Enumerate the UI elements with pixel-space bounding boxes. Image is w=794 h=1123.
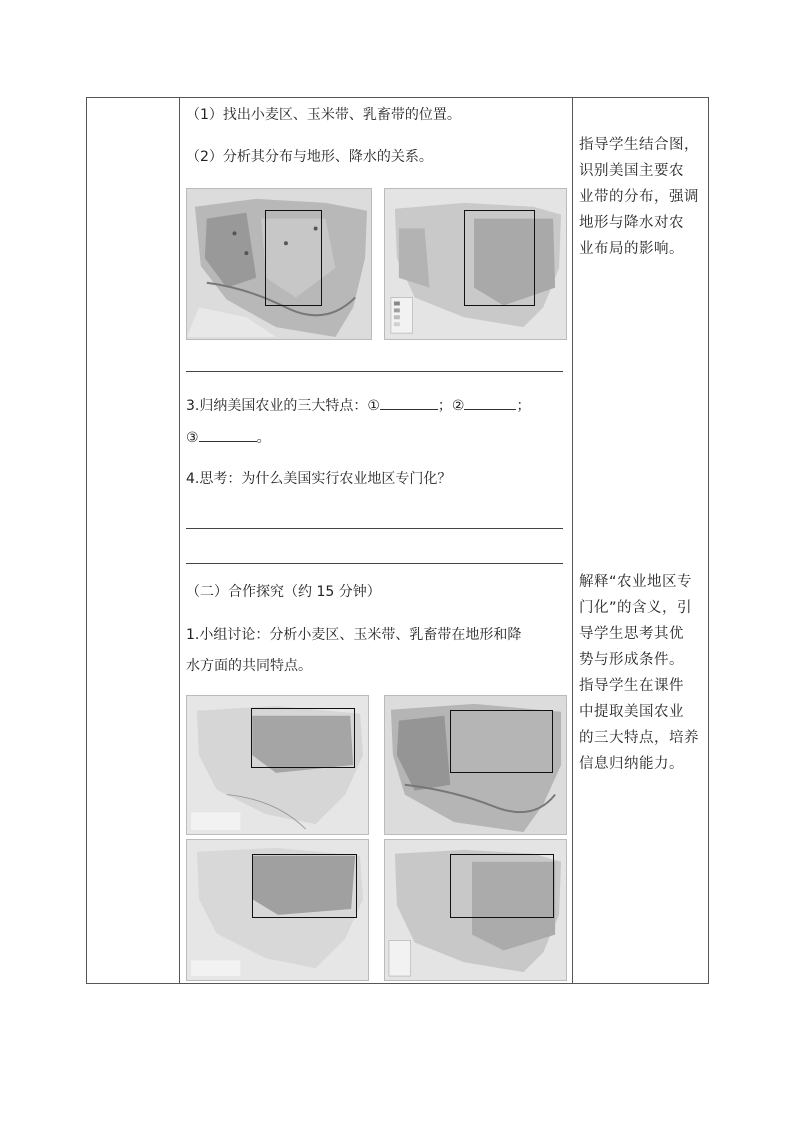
map-precipitation-2 <box>384 839 567 981</box>
note-line: 业带的分布，强调 <box>579 189 699 205</box>
focus-rectangle <box>464 210 535 306</box>
question-3-prefix: 3.归纳美国农业的三大特点：① <box>186 398 380 414</box>
answer-line <box>186 563 563 564</box>
note-line: 识别美国主要农 <box>579 163 684 179</box>
blank-3[interactable] <box>199 427 257 442</box>
note-line: 势与形成条件。 <box>579 652 684 668</box>
activity-column <box>180 98 573 983</box>
note-line: 信息归纳能力。 <box>579 756 684 772</box>
question-3 <box>186 395 530 416</box>
question-2: （2）分析其分布与地形、降水的关系。 <box>186 149 433 165</box>
question-4: 4.思考：为什么美国实行农业地区专门化？ <box>186 471 452 487</box>
blank-2[interactable] <box>464 395 516 410</box>
question-1: （1）找出小麦区、玉米带、乳畜带的位置。 <box>186 107 461 123</box>
focus-rectangle <box>252 854 357 918</box>
teaching-note-1 <box>579 132 703 262</box>
answer-line <box>186 528 563 529</box>
focus-rectangle <box>450 710 553 773</box>
map-dairy-region <box>186 839 369 981</box>
question-3-line2 <box>186 427 271 448</box>
task-1-line-2: 水方面的共同特点。 <box>186 658 312 674</box>
lesson-plan-table <box>86 97 709 984</box>
question-3-sep2: ； <box>516 398 531 414</box>
question-3-line2-prefix: ③ <box>186 430 199 446</box>
note-line: 解释“农业地区专 <box>579 574 693 590</box>
map-precipitation <box>384 188 567 340</box>
blank-1[interactable] <box>380 395 438 410</box>
task-1-line-1: 1.小组讨论：分析小麦区、玉米带、乳畜带在地形和降 <box>186 627 522 643</box>
section-2-title: （二）合作探究（约 15 分钟） <box>186 584 381 600</box>
question-3-end: 。 <box>256 430 271 446</box>
note-line: 的三大特点，培养 <box>579 730 699 746</box>
teaching-note-2 <box>579 569 703 777</box>
note-line: 业布局的影响。 <box>579 241 684 257</box>
note-line: 门化”的含义，引 <box>579 600 693 616</box>
focus-rectangle <box>450 854 554 918</box>
note-line: 中提取美国农业 <box>579 704 684 720</box>
note-line: 地形与降水对农 <box>579 215 684 231</box>
answer-line <box>186 371 563 372</box>
map-terrain-agri-belts <box>186 188 372 340</box>
map-terrain <box>384 695 567 835</box>
focus-rectangle <box>251 708 355 768</box>
focus-rectangle <box>265 210 322 306</box>
map-wheat-corn-region <box>186 695 369 835</box>
note-line: 指导学生在课件 <box>579 678 684 694</box>
question-3-sep1: ；② <box>437 398 465 414</box>
note-line: 指导学生结合图， <box>579 137 699 153</box>
note-line: 导学生思考其优 <box>579 626 684 642</box>
